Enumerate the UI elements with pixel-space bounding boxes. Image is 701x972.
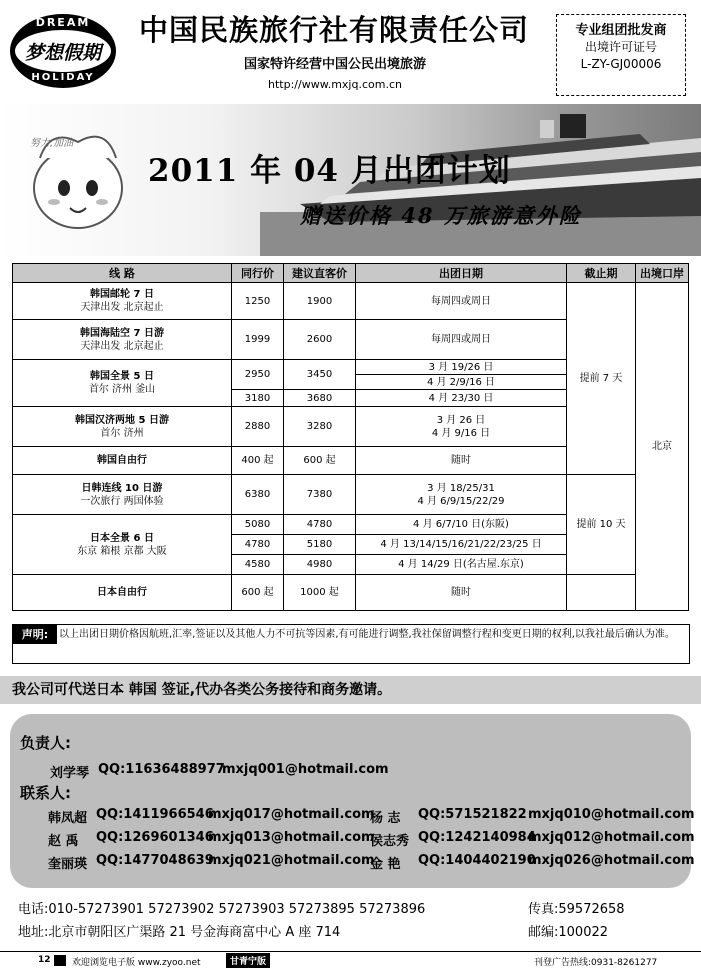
table-header-row [13, 264, 689, 283]
route-name: 日韩连线 10 日游 [81, 482, 163, 494]
tour-schedule-table [12, 263, 688, 620]
contact-email[interactable]: mxjq017@hotmail.com [208, 807, 375, 822]
route-detail: 首尔 济州 [100, 427, 144, 439]
company-subtitle: 国家特许经营中国公民出境旅游 [243, 57, 426, 72]
route-cell [13, 320, 232, 360]
region-tag: 甘青宁版 [226, 953, 270, 968]
contact-name: 金 艳 [370, 857, 401, 872]
route-detail: 东京 箱根 京都 大阪 [77, 545, 167, 557]
route-cell [13, 283, 232, 320]
license-number: L-ZY-GJ00006 [580, 57, 662, 71]
visa-notice: 我公司可代送日本 韩国 签证,代办各类公务接待和商务邀请。 [0, 676, 701, 704]
column-header: 出团日期 [356, 264, 567, 283]
logo-bottom-text: HOLIDAY [31, 72, 95, 83]
departure-dates: 4 月 13/14/15/16/21/22/23/25 日 [356, 535, 567, 555]
peer-price: 4780 [232, 535, 284, 555]
departure-dates [356, 475, 567, 515]
retail-price: 3450 [284, 360, 356, 390]
retail-price: 4780 [284, 515, 356, 535]
port-cell: 北京 [636, 283, 689, 611]
route-detail: 首尔 济州 釜山 [88, 384, 156, 395]
retail-price: 1000 起 [284, 575, 356, 611]
peer-price: 2880 [232, 407, 284, 447]
retail-price: 7380 [284, 475, 356, 515]
column-header: 出境口岸 [636, 264, 689, 283]
license-title: 专业组团批发商 [575, 23, 667, 38]
logo-top-text: DREAM [35, 16, 91, 29]
bottom-bar [0, 951, 701, 972]
license-label: 出境许可证号 [584, 40, 657, 54]
contact-email[interactable]: mxjq013@hotmail.com [208, 830, 375, 845]
page-header [0, 0, 701, 105]
departure-dates: 每周四或周日 [356, 320, 567, 360]
insurance-subtitle: 赠送价格 48 万旅游意外险 [300, 203, 582, 228]
company-url[interactable]: http://www.mxjq.com.cn [268, 78, 402, 91]
peer-price: 2950 [232, 360, 284, 390]
peer-price: 1250 [232, 283, 284, 320]
column-header: 同行价 [232, 264, 284, 283]
column-header: 线 路 [13, 264, 232, 283]
contact-name: 侯志秀 [370, 834, 410, 849]
retail-price: 4980 [284, 555, 356, 575]
departure-dates: 每周四或周日 [356, 283, 567, 320]
contact-qq: QQ:571521822 [418, 807, 527, 822]
departure-dates [356, 407, 567, 447]
deadline-cell: 提前 10 天 [567, 475, 636, 575]
manager-name: 刘学琴 [50, 766, 90, 781]
route-cell [13, 447, 232, 475]
route-cell [13, 407, 232, 447]
manager-label: 负责人: [20, 734, 71, 752]
table-row [13, 283, 689, 320]
peer-price: 400 起 [232, 447, 284, 475]
page-number: 12 [38, 955, 51, 965]
retail-price: 1900 [284, 283, 356, 320]
date-line: 3 月 18/25/31 [427, 482, 495, 494]
route-detail: 一次旅行 两国体验 [80, 495, 164, 507]
date-line: 3 月 26 日 [436, 414, 486, 426]
retail-price: 3680 [284, 390, 356, 407]
route-cell [13, 360, 232, 407]
contact-name: 杨 志 [370, 811, 401, 826]
peer-price: 3180 [232, 390, 284, 407]
ad-hotline: 刊登广告热线:0931-8261277 [534, 958, 658, 968]
contact-qq: QQ:1477048639 [96, 853, 214, 868]
route-name: 韩国全景 5 日 [90, 371, 154, 382]
declaration-label: 声明: [13, 625, 57, 644]
table-row [13, 475, 689, 515]
declaration-box [12, 624, 690, 664]
route-name: 韩国自由行 [97, 455, 147, 466]
retail-price: 3280 [284, 407, 356, 447]
column-header: 建议直客价 [284, 264, 356, 283]
retail-price: 2600 [284, 320, 356, 360]
postcode-line: 邮编:100022 [528, 925, 609, 940]
license-box [556, 14, 686, 96]
declaration-text: 以上出团日期价格因航班,汇率,签证以及其他人力不可抗等因素,有可能进行调整,我社保留调整行程和变更日期的权利,以我社最后确认为准。 [59, 629, 675, 640]
route-cell [13, 475, 232, 515]
contact-qq: QQ:1404402190 [418, 853, 536, 868]
date-line: 4 月 6/9/15/22/29 [417, 495, 505, 507]
contacts-panel [10, 714, 695, 888]
company-name: 中国民族旅行社有限责任公司 [138, 13, 529, 47]
contact-name: 奎丽瑛 [48, 857, 88, 872]
manager-qq: QQ:11636488977 [98, 762, 225, 777]
column-header: 截止期 [567, 264, 636, 283]
fax-line: 传真:59572658 [528, 902, 625, 917]
deadline-cell: 提前 7 天 [567, 283, 636, 475]
peer-price: 1999 [232, 320, 284, 360]
contact-qq: QQ:1411966546 [96, 807, 214, 822]
retail-price: 600 起 [284, 447, 356, 475]
contact-email[interactable]: mxjq012@hotmail.com [528, 830, 695, 845]
peer-price: 4580 [232, 555, 284, 575]
contact-name: 赵 禹 [48, 834, 79, 849]
departure-dates: 随时 [356, 575, 567, 611]
page-marker-icon [54, 955, 66, 966]
departure-dates: 随时 [356, 447, 567, 475]
peer-price: 5080 [232, 515, 284, 535]
route-name: 韩国邮轮 7 日 [90, 289, 154, 300]
route-name: 韩国海陆空 7 日游 [80, 327, 164, 339]
contact-name: 韩凤超 [48, 811, 88, 826]
route-cell [13, 575, 232, 611]
route-name: 韩国汉济两地 5 日游 [75, 414, 169, 426]
departure-dates: 4 月 2/9/16 日 [356, 375, 567, 390]
deadline-cell-empty [567, 575, 636, 611]
route-detail: 天津出发 北京起止 [80, 340, 164, 352]
route-name: 日本自由行 [97, 587, 147, 598]
browse-text[interactable]: 欢迎浏览电子版 www.zyoo.net [72, 958, 201, 968]
peer-price: 6380 [232, 475, 284, 515]
logo-main-text: 梦想假期 [24, 42, 101, 64]
departure-dates: 4 月 6/7/10 日(东阪) [356, 515, 567, 535]
mascot-text: 努力,加油 [30, 138, 74, 149]
route-name: 日本全景 6 日 [90, 532, 154, 544]
contact-label: 联系人: [20, 784, 71, 802]
plan-title: 2011 年 04 月出团计划 [148, 153, 511, 189]
date-line: 4 月 9/16 日 [431, 427, 491, 439]
contact-email[interactable]: mxjq026@hotmail.com [528, 853, 695, 868]
retail-price: 5180 [284, 535, 356, 555]
address-line: 地址:北京市朝阳区广渠路 21 号金海商富中心 A 座 714 [18, 925, 341, 940]
departure-dates: 4 月 23/30 日 [356, 390, 567, 407]
phone-line: 电话:010-57273901 57273902 57273903 57273895 57273896 [18, 902, 426, 917]
contact-qq: QQ:1242140984 [418, 830, 536, 845]
manager-email[interactable]: mxjq001@hotmail.com [222, 762, 389, 777]
peer-price: 600 起 [232, 575, 284, 611]
route-cell [13, 515, 232, 575]
table-row [13, 575, 689, 611]
contact-qq: QQ:1269601346 [96, 830, 214, 845]
route-detail: 天津出发 北京起止 [80, 302, 164, 313]
departure-dates: 4 月 14/29 日(名古屋.东京) [356, 555, 567, 575]
dream-holiday-logo [8, 12, 118, 90]
contact-email[interactable]: mxjq010@hotmail.com [528, 807, 695, 822]
departure-dates: 3 月 19/26 日 [356, 360, 567, 375]
contact-email[interactable]: mxjq021@hotmail.com [208, 853, 375, 868]
